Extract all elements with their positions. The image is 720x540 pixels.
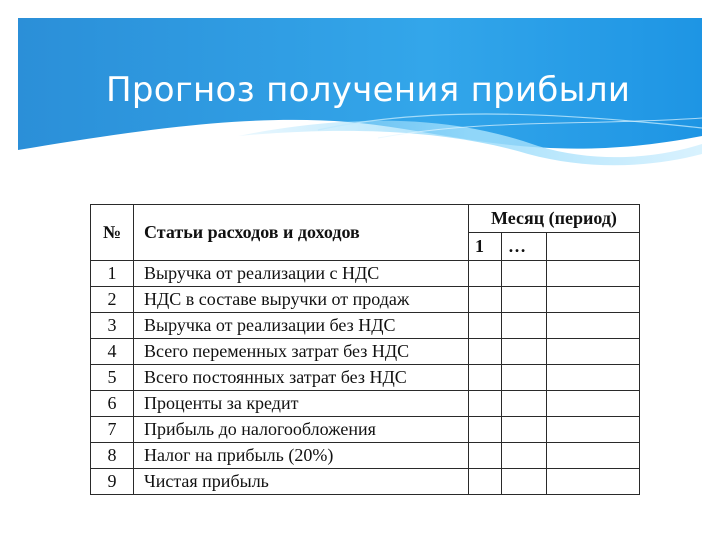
row-item: Выручка от реализации без НДС bbox=[134, 313, 469, 339]
table-header-row bbox=[91, 205, 640, 233]
row-item: НДС в составе выручки от продаж bbox=[134, 287, 469, 313]
row-month-3-cell bbox=[547, 365, 640, 391]
row-number: 2 bbox=[91, 287, 134, 313]
row-item: Всего переменных затрат без НДС bbox=[134, 339, 469, 365]
row-number: 3 bbox=[91, 313, 134, 339]
slide-header bbox=[18, 18, 702, 168]
table-row bbox=[91, 391, 640, 417]
row-item: Выручка от реализации с НДС bbox=[134, 261, 469, 287]
row-month-1-cell bbox=[469, 261, 502, 287]
row-month-3-cell bbox=[547, 261, 640, 287]
header-number: № bbox=[91, 205, 134, 261]
row-month-3-cell bbox=[547, 313, 640, 339]
row-item: Налог на прибыль (20%) bbox=[134, 443, 469, 469]
table-row bbox=[91, 443, 640, 469]
row-month-1-cell bbox=[469, 313, 502, 339]
profit-forecast-table-container bbox=[90, 204, 640, 495]
row-month-2-cell bbox=[502, 443, 547, 469]
table-row bbox=[91, 339, 640, 365]
table-row bbox=[91, 365, 640, 391]
row-number: 5 bbox=[91, 365, 134, 391]
row-month-3-cell bbox=[547, 443, 640, 469]
profit-forecast-table bbox=[90, 204, 640, 495]
row-month-1-cell bbox=[469, 469, 502, 495]
table-row bbox=[91, 313, 640, 339]
row-item: Чистая прибыль bbox=[134, 469, 469, 495]
header-month-first: 1 bbox=[469, 233, 502, 261]
row-month-3-cell bbox=[547, 417, 640, 443]
row-month-1-cell bbox=[469, 417, 502, 443]
header-month-more: … bbox=[502, 233, 547, 261]
row-month-3-cell bbox=[547, 287, 640, 313]
header-item: Статьи расходов и доходов bbox=[134, 205, 469, 261]
table-row bbox=[91, 287, 640, 313]
row-month-2-cell bbox=[502, 391, 547, 417]
header-month-empty bbox=[547, 233, 640, 261]
slide-title: Прогноз получения прибыли bbox=[106, 70, 631, 110]
header-month: Месяц (период) bbox=[469, 205, 640, 233]
row-number: 8 bbox=[91, 443, 134, 469]
row-number: 7 bbox=[91, 417, 134, 443]
row-number: 6 bbox=[91, 391, 134, 417]
row-month-2-cell bbox=[502, 469, 547, 495]
row-month-3-cell bbox=[547, 469, 640, 495]
table-body bbox=[91, 261, 640, 495]
row-month-2-cell bbox=[502, 365, 547, 391]
row-month-1-cell bbox=[469, 339, 502, 365]
row-item: Проценты за кредит bbox=[134, 391, 469, 417]
table-row bbox=[91, 417, 640, 443]
row-month-2-cell bbox=[502, 339, 547, 365]
row-month-2-cell bbox=[502, 287, 547, 313]
row-month-1-cell bbox=[469, 287, 502, 313]
row-month-2-cell bbox=[502, 261, 547, 287]
row-number: 9 bbox=[91, 469, 134, 495]
row-month-1-cell bbox=[469, 391, 502, 417]
table-row bbox=[91, 469, 640, 495]
row-month-3-cell bbox=[547, 391, 640, 417]
row-number: 1 bbox=[91, 261, 134, 287]
row-month-3-cell bbox=[547, 339, 640, 365]
row-item: Прибыль до налогообложения bbox=[134, 417, 469, 443]
row-number: 4 bbox=[91, 339, 134, 365]
row-month-2-cell bbox=[502, 417, 547, 443]
row-month-1-cell bbox=[469, 443, 502, 469]
row-month-2-cell bbox=[502, 313, 547, 339]
table-row bbox=[91, 261, 640, 287]
row-item: Всего постоянных затрат без НДС bbox=[134, 365, 469, 391]
row-month-1-cell bbox=[469, 365, 502, 391]
